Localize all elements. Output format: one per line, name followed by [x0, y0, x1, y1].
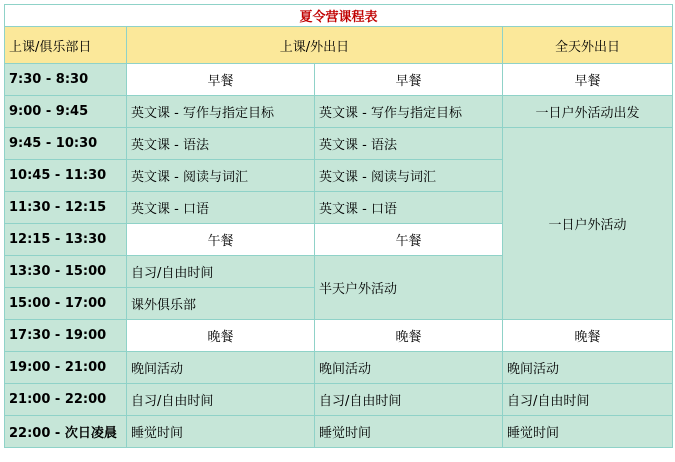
schedule-cell[interactable]: 自习/自由时间 — [315, 384, 503, 416]
time-cell[interactable]: 7:30 - 8:30 — [5, 64, 127, 96]
header-row — [5, 27, 673, 64]
schedule-cell[interactable]: 英文课 - 写作与指定目标 — [127, 96, 315, 128]
schedule-cell[interactable]: 晚餐 — [503, 320, 673, 352]
schedule-cell[interactable]: 英文课 - 口语 — [315, 192, 503, 224]
time-cell[interactable]: 9:45 - 10:30 — [5, 128, 127, 160]
time-cell[interactable]: 19:00 - 21:00 — [5, 352, 127, 384]
schedule-cell[interactable]: 晚间活动 — [315, 352, 503, 384]
schedule-cell[interactable]: 午餐 — [127, 224, 315, 256]
schedule-cell[interactable]: 英文课 - 口语 — [127, 192, 315, 224]
header-fullday-outing[interactable]: 全天外出日 — [503, 27, 673, 64]
schedule-cell[interactable]: 自习/自由时间 — [127, 384, 315, 416]
schedule-cell[interactable]: 睡觉时间 — [503, 416, 673, 448]
table-row — [5, 416, 673, 448]
schedule-cell[interactable]: 自习/自由时间 — [127, 256, 315, 288]
schedule-cell[interactable]: 早餐 — [503, 64, 673, 96]
table-row — [5, 352, 673, 384]
schedule-cell[interactable]: 自习/自由时间 — [503, 384, 673, 416]
schedule-cell[interactable]: 英文课 - 语法 — [315, 128, 503, 160]
time-cell[interactable]: 13:30 - 15:00 — [5, 256, 127, 288]
schedule-cell[interactable]: 睡觉时间 — [127, 416, 315, 448]
schedule-cell[interactable]: 英文课 - 阅读与词汇 — [315, 160, 503, 192]
schedule-cell[interactable]: 午餐 — [315, 224, 503, 256]
table-row — [5, 128, 673, 160]
header-outing-day[interactable]: 上课/外出日 — [127, 27, 503, 64]
schedule-cell[interactable]: 晚餐 — [127, 320, 315, 352]
schedule-cell[interactable]: 早餐 — [127, 64, 315, 96]
schedule-cell[interactable]: 晚间活动 — [503, 352, 673, 384]
time-cell[interactable]: 17:30 - 19:00 — [5, 320, 127, 352]
time-cell[interactable]: 15:00 - 17:00 — [5, 288, 127, 320]
table-row — [5, 320, 673, 352]
schedule-table — [4, 4, 673, 448]
table-row — [5, 96, 673, 128]
time-cell[interactable]: 11:30 - 12:15 — [5, 192, 127, 224]
time-cell[interactable]: 10:45 - 11:30 — [5, 160, 127, 192]
schedule-cell[interactable]: 英文课 - 写作与指定目标 — [315, 96, 503, 128]
schedule-cell[interactable]: 英文课 - 阅读与词汇 — [127, 160, 315, 192]
schedule-cell-merged[interactable]: 一日户外活动 — [503, 128, 673, 320]
schedule-cell[interactable]: 睡觉时间 — [315, 416, 503, 448]
schedule-cell[interactable]: 早餐 — [315, 64, 503, 96]
title-row — [5, 5, 673, 27]
schedule-cell[interactable]: 英文课 - 语法 — [127, 128, 315, 160]
schedule-cell[interactable]: 晚间活动 — [127, 352, 315, 384]
table-row — [5, 384, 673, 416]
time-cell[interactable]: 22:00 - 次日凌晨 — [5, 416, 127, 448]
time-cell[interactable]: 21:00 - 22:00 — [5, 384, 127, 416]
time-cell[interactable]: 9:00 - 9:45 — [5, 96, 127, 128]
schedule-cell[interactable]: 一日户外活动出发 — [503, 96, 673, 128]
sheet-title[interactable]: 夏令营课程表 — [5, 5, 673, 27]
schedule-cell[interactable]: 晚餐 — [315, 320, 503, 352]
schedule-cell-merged[interactable]: 半天户外活动 — [315, 256, 503, 320]
schedule-cell[interactable]: 课外俱乐部 — [127, 288, 315, 320]
time-cell[interactable]: 12:15 - 13:30 — [5, 224, 127, 256]
table-row — [5, 64, 673, 96]
header-club-day[interactable]: 上课/俱乐部日 — [5, 27, 127, 64]
